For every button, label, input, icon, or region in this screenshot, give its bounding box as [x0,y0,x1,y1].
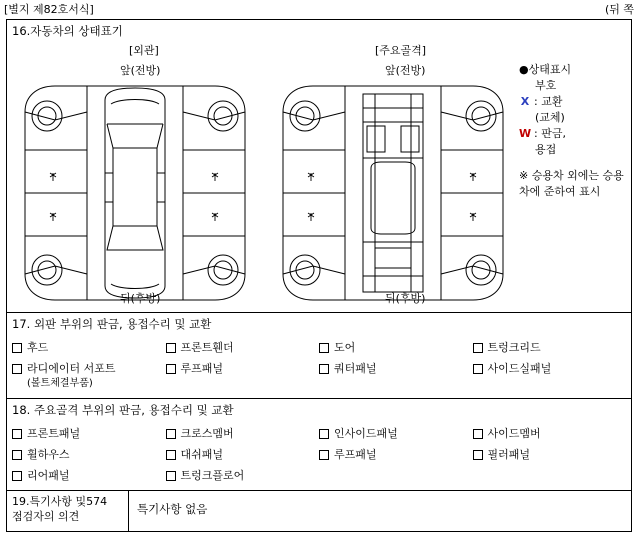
checkbox-side-sill-panel[interactable] [473,361,627,391]
checkbox-label: 쿼터패널 [334,362,377,375]
checkbox-box[interactable] [12,429,22,439]
section-17-options [7,335,631,398]
checkbox-dash-panel[interactable] [166,447,320,462]
checkbox-box[interactable] [166,450,176,460]
document-header [0,0,638,18]
checkbox-door[interactable] [319,340,473,355]
checkbox-label: 필러패널 [487,448,531,461]
legend-sub-exchange: (교체) [535,111,565,124]
section-17 [7,313,631,399]
form-number: [별지 제82호서식] [4,3,94,16]
section-18-options [7,421,631,490]
label-frame-front: 앞(전방) [385,64,426,77]
vehicle-diagram [7,40,631,312]
inspection-table [6,19,632,532]
section-16 [7,20,631,313]
checkbox-box[interactable] [12,364,22,374]
checkbox-cross-member[interactable] [166,426,320,441]
checkbox-label: 후드 [27,341,49,354]
checkbox-trunk-lid[interactable] [473,340,627,355]
checkbox-box[interactable] [473,450,483,460]
checkbox-label: 라디에이터 서포트 [27,362,116,375]
legend-label-exchange: : 교환 [534,95,563,108]
label-frame-rear: 뒤(후방) [385,292,426,305]
checkbox-roof-panel[interactable] [166,361,320,391]
checkbox-hood[interactable] [12,340,166,355]
legend-note: ※ 승용차 외에는 승용차에 준하여 표시 [519,169,624,198]
section-17-title: 17. 외판 부위의 판금, 용접수리 및 교환 [12,317,212,331]
checkbox-radiator-support[interactable] [12,361,166,391]
checkbox-label: 휠하우스 [27,448,70,461]
checkbox-box[interactable] [319,343,329,353]
section-19-title-line1: 19.특기사항 및574 [12,495,108,508]
legend-item-weld [519,126,631,142]
checkbox-label: 도어 [334,341,356,354]
legend-heading-2: 부호 [535,79,557,92]
checkbox-label: 루프패널 [334,448,377,461]
label-exterior-group: [외관] [129,44,159,57]
section-19 [7,491,631,531]
checkbox-label: 루프패널 [180,362,224,375]
checkbox-label: 사이드멤버 [487,427,541,440]
checkbox-quarter-panel[interactable] [319,361,473,391]
checkbox-box[interactable] [12,450,22,460]
checkbox-label: 프론트패널 [27,427,81,440]
section-18-title: 18. 주요골격 부위의 판금, 용접수리 및 교환 [12,403,234,417]
section-16-title: 16.자동차의 상태표기 [12,24,123,38]
page-side-label: (뒤 쪽 [604,3,634,16]
legend-sub-weld: 용접 [535,143,557,156]
checkbox-label: 인사이드패널 [334,427,398,440]
legend-heading: ●상태표시 [519,63,572,76]
checkbox-box[interactable] [473,343,483,353]
checkbox-front-fender[interactable] [166,340,320,355]
car-schematic-svg [15,78,535,308]
checkbox-pillar-panel[interactable] [473,447,627,462]
section-19-title [7,491,129,531]
section-19-content: 특기사항 없음 [137,502,208,516]
label-frame-group: [주요골격] [375,44,427,57]
checkbox-label: 사이드실패널 [487,362,552,375]
checkbox-box[interactable] [319,450,329,460]
checkbox-rear-panel[interactable] [12,468,166,483]
w-symbol-icon: W [519,127,532,140]
checkbox-box[interactable] [473,429,483,439]
section-19-title-line2: 점검자의 의견 [12,510,80,523]
checkbox-box[interactable] [473,364,483,374]
checkbox-label: 크로스멤버 [180,427,234,440]
checkbox-label: 리어패널 [27,469,70,482]
label-exterior-front: 앞(전방) [120,64,161,77]
checkbox-label: 트렁크플로어 [180,469,245,482]
checkbox-box[interactable] [166,343,176,353]
checkbox-inside-panel[interactable] [319,426,473,441]
label-exterior-rear: 뒤(후방) [120,292,161,305]
checkbox-roof-panel-frame[interactable] [319,447,473,462]
checkbox-box[interactable] [166,429,176,439]
legend-item-exchange [519,94,631,110]
section-18 [7,399,631,491]
checkbox-box[interactable] [319,429,329,439]
checkbox-label: 대쉬패널 [180,448,224,461]
checkbox-box[interactable] [166,471,176,481]
checkbox-sublabel: (볼트체결부품) [27,378,93,389]
checkbox-front-panel[interactable] [12,426,166,441]
legend-block [519,62,631,200]
checkbox-label-wrap [27,361,116,391]
checkbox-label: 프론트휀더 [180,341,234,354]
checkbox-label: 트렁크리드 [487,341,541,354]
checkbox-box[interactable] [12,471,22,481]
checkbox-box[interactable] [12,343,22,353]
legend-label-weld: : 판금, [534,127,566,140]
checkbox-wheel-house[interactable] [12,447,166,462]
checkbox-box[interactable] [166,364,176,374]
x-symbol-icon: X [520,95,530,108]
checkbox-trunk-floor[interactable] [166,468,320,483]
checkbox-side-member[interactable] [473,426,627,441]
checkbox-box[interactable] [319,364,329,374]
